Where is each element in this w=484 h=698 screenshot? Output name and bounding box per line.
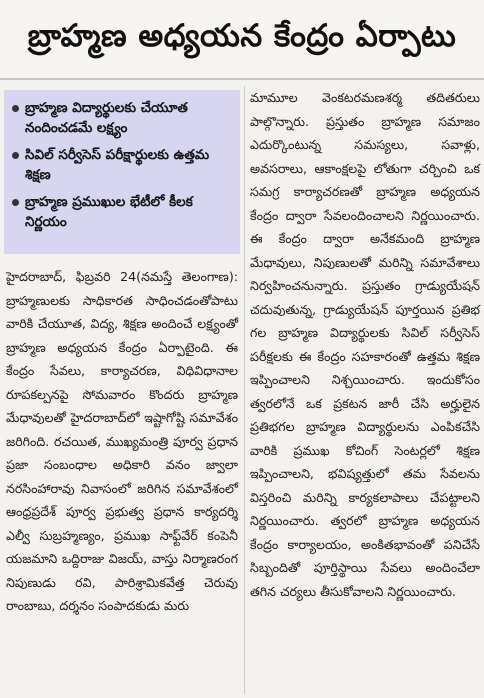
highlight-item — [12, 192, 234, 232]
highlight-item — [12, 98, 234, 138]
bullet-icon — [12, 199, 19, 206]
article-column-left — [6, 265, 238, 618]
dateline: హైదరాబాద్, ఫిబ్రవరి 24(నమస్తే తెలంగాణ): — [6, 269, 238, 284]
highlight-item — [12, 145, 234, 185]
article-column-right — [250, 86, 480, 603]
bullet-icon — [12, 105, 19, 112]
highlight-text: సివిల్ సర్వీసెస్ పరీక్షార్థులకు ఉత్తమ శిక్షణ — [25, 147, 210, 183]
bullet-icon — [12, 152, 19, 159]
highlight-text: బ్రాహ్మణ ప్రముఖుల భేటీలో కీలక నిర్ణయం — [25, 194, 193, 230]
article-paragraph — [6, 265, 238, 618]
column-divider — [244, 86, 245, 694]
highlight-text: బ్రాహ్మణ విద్యార్థులకు చేయూత నందించడమే లక్ష్యం — [25, 100, 188, 136]
article-body: బ్రాహ్మణులకు సాధికారత సాధించడంతోపాటు వారికి చేయూత, విద్య, శిక్షణ అందించే లక్ష్యంతో బ్రాహ్మణ అధ్యయన కేంద్రం ఏర్పాటైంది. ఈ కేంద్రం సేవలు, కార్యాచరణ, విధివిధానాల రూపకల్పనపై సోమవారం కొందరు బ్రాహ్మణ మేధావులతో హైదరాబాద్‌లో ఇష్టాగోష్టి సమావేశం జరిగింది. రచయిత, ముఖ్యమంత్రి పూర్వ ప్రధాన ప్రజా సంబంధాల అధికారి వనం జ్వాలా నరసింహారావు నివాసంలో జరిగిన సమావేశంలో ఆంధ్రప్రదేశ్ పూర్వ ప్రభుత్వ ప్రధాన కార్యదర్శి ఎల్వీ సుబ్రహ్మణ్యం, ప్రముఖ సాఫ్ట్‌వేర్ కంపెనీ యజమాని ఒద్దిరాజు విజయ్, వాస్తు నిర్మాణరంగ నిపుణుడు రవి, పారిశ్రామికవేత్త చెరువు రాంబాబు, దర్శనం సంపాదకుడు మరు — [6, 292, 238, 613]
highlights-box — [4, 90, 240, 254]
headline: బ్రాహ్మణ అధ్యయన కేంద్రం ఏర్పాటు — [0, 0, 484, 80]
article-body-continued: మామూల వెంకటరమణశర్మ తదితరులు పాల్గొన్నారు. ప్రస్తుతం బ్రాహ్మణ సమాజం ఎదుర్కొంటున్న సమస్యలు, సవాళ్లు, అవసరాలు, ఆకాంక్షలపై లోతుగా చర్చించి ఒక సమగ్ర కార్యాచరణతో బ్రాహ్మణ అధ్యయన కేంద్రం ద్వారా సేవలందించాలని నిర్ణయించారు. ఈ కేంద్రం ద్వారా అనేకమంది బ్రాహ్మణ మేధావులు, నిపుణులతో మరిన్ని సమావేశాలు నిర్వహించనున్నారు. ప్రస్తుతం గ్రాడ్యుయేషన్ చదువుతున్న, గ్రాడ్యుయేషన్ పూర్తయిన ప్రతిభ గల బ్రాహ్మణ విద్యార్థులకు సివిల్ సర్వీసెస్ పరీక్షలకు ఈ కేంద్రం సహకారంతో ఉత్తమ శిక్షణ ఇప్పించాలని నిశ్చయించారు. ఇందుకోసం త్వరలోనే ఒక ప్రకటన జారీ చేసి అర్హులైన ప్రతిభగల బ్రాహ్మణ విద్యార్థులను ఎంపికచేసి వారికి ప్రముఖ కోచింగ్ సెంటర్లలో శిక్షణ ఇప్పించాలని, భవిష్యత్తులో తమ సేవలను విస్తరించి మరిన్ని కార్యకలాపాలు చేపట్టాలని నిర్ణయించారు. త్వరలో బ్రాహ్మణ అధ్యయన కేంద్రం కార్యాలయం, అంకితభావంతో పనిచేసే సిబ్బందితో పూర్తిస్థాయి సేవలు అందించేలా తగిన చర్యలు తీసుకోవాలని నిర్ణయించారు. — [250, 90, 480, 599]
